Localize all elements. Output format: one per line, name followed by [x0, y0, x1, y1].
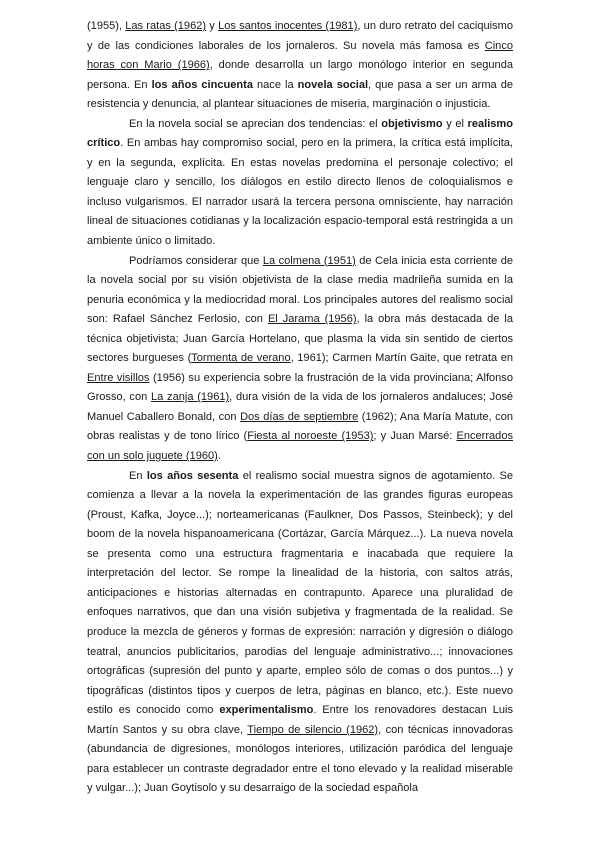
bold-term: los años cincuenta [151, 78, 253, 91]
underlined-title: Tormenta de verano [191, 352, 291, 365]
text-run: , que pasa a ser un arma de resistencia y denuncia, al plantear situaciones de miseria, marginación o injusticia. [87, 78, 513, 111]
bold-term: objetivismo [381, 117, 443, 130]
paragraph [87, 467, 513, 799]
text-run: . Entre los renovadores destacan Luis Martín Santos y su obra clave, [87, 704, 514, 736]
document-body [87, 17, 513, 799]
text-run: (1955), [87, 20, 126, 32]
underlined-title: Dos días de septiembre [240, 410, 359, 423]
underlined-title: Entre visillos [87, 371, 150, 384]
paragraph [87, 252, 513, 467]
text-run: (1962); Ana María Matute, con obras realistas y de tono lírico ( [87, 410, 513, 443]
text-run: , 1961); Carmen Martín Gaite, que retrata en [290, 352, 513, 365]
underlined-title: El Jarama (1956) [267, 313, 357, 326]
text-run: , un duro retrato del caciquismo y de las condiciones laborales de los jornaleros. Su novela más famosa es [87, 20, 513, 52]
underlined-title: La colmena (1951) [262, 254, 356, 267]
text-run: el realismo social muestra signos de agotamiento. Se comienza a llevar a la novela la experimentación de las grandes figuras europeas (Proust, Kafka, Joyce...); norteamericanas (Faulkner, Dos Passos, Steinbeck); y del boom de la novela hispanoamericana (Cortázar, García Márquez...). La nueva novela se presenta como una estructura fragmentaria e inacabada que requiere la interpretación del lector. Se rompe la linealidad de la historia, con saltos atrás, anticipaciones e historias alternadas en contrapunto. Aparece una pluralidad de enfoques narrativos, que dan una visión subjetiva y fragmentada de la realidad. Se produce la mezcla de géneros y formas de expresión: narración y digresión o diálogo teatral, anuncios publicitarios, parodias del lenguaje administrativo...; innovaciones ortográficas (supresión del punto y aparte, empleo sólo de comas o dos puntos...) y tipográficas (distintos tipos y cuerpos de letra, páginas en blanco, etc.). Este nuevo estilo es conocido como [87, 469, 513, 717]
text-run: Podríamos considerar que [129, 254, 263, 267]
text-run: y [206, 20, 219, 32]
text-run: (1956) su experiencia sobre la frustración de la vida provinciana; Alfonso Grosso, con [87, 371, 513, 404]
bold-term: los años sesenta [146, 469, 239, 482]
underlined-title: La zanja (1961) [151, 391, 230, 404]
text-run: y el [442, 117, 468, 130]
text-run: En [129, 469, 147, 482]
bold-term: realismo crítico [87, 117, 513, 150]
text-run: , la obra más destacada de la técnica objetivista; Juan García Hortelano, que plasma la vida sin sentido de ciertos sectores burgueses ( [87, 313, 513, 365]
underlined-title: Tiempo de silencio (1962) [247, 723, 379, 736]
paragraph [87, 115, 513, 252]
underlined-title: Las ratas (1962) [125, 20, 207, 32]
underlined-title: Cinco horas con Mario (1966) [87, 39, 513, 72]
text-run: . En ambas hay compromiso social, pero en la primera, la crítica está implícita, y en la segunda, explícita. En estas novelas predomina el personaje colectivo; el lenguaje claro y sencillo, los diálogos en estilo directo llenos de coloquialismos e incluso vulgarismos. El narrador usará la tercera persona omnisciente, hay narración lineal de situaciones cotidianas y la localización espacio-temporal está restringida a un ambiente único o limitado. [87, 137, 513, 248]
bold-term: experimentalismo [219, 704, 314, 717]
text-run: ; y Juan Marsé: [373, 430, 457, 443]
text-run: nace la [252, 78, 298, 91]
text-run: , dura visión de la vida de los jornaleros andaluces; José Manuel Caballero Bonald, con [87, 391, 514, 423]
text-run: . [217, 450, 221, 463]
underlined-title: Los santos inocentes (1981) [218, 20, 358, 32]
paragraph [87, 17, 513, 115]
text-run: , con técnicas innovadoras (abundancia de digresiones, monólogos interiores, utilización paródica del lenguaje para establecer un contraste degradador entre el tono elevado y la realidad miserable y vulgar...); Juan Goytisolo y su desarraigo de la sociedad española [87, 723, 513, 795]
underlined-title: Fiesta al noroeste (1953) [247, 430, 374, 443]
bold-term: novela social [297, 78, 369, 91]
text-run: , donde desarrolla un largo monólogo interior en segunda persona. En [87, 59, 513, 91]
underlined-title: Encerrados con un solo juguete (1960) [87, 430, 513, 463]
text-run: En la novela social se aprecian dos tendencias: el [129, 117, 382, 130]
text-run: de Cela inicia esta corriente de la novela social por su visión objetivista de la clase media madrileña sumida en la penuria económica y la mediocridad moral. Los principales autores del realismo social son: Rafael Sánchez Ferlosio, con [87, 254, 513, 326]
